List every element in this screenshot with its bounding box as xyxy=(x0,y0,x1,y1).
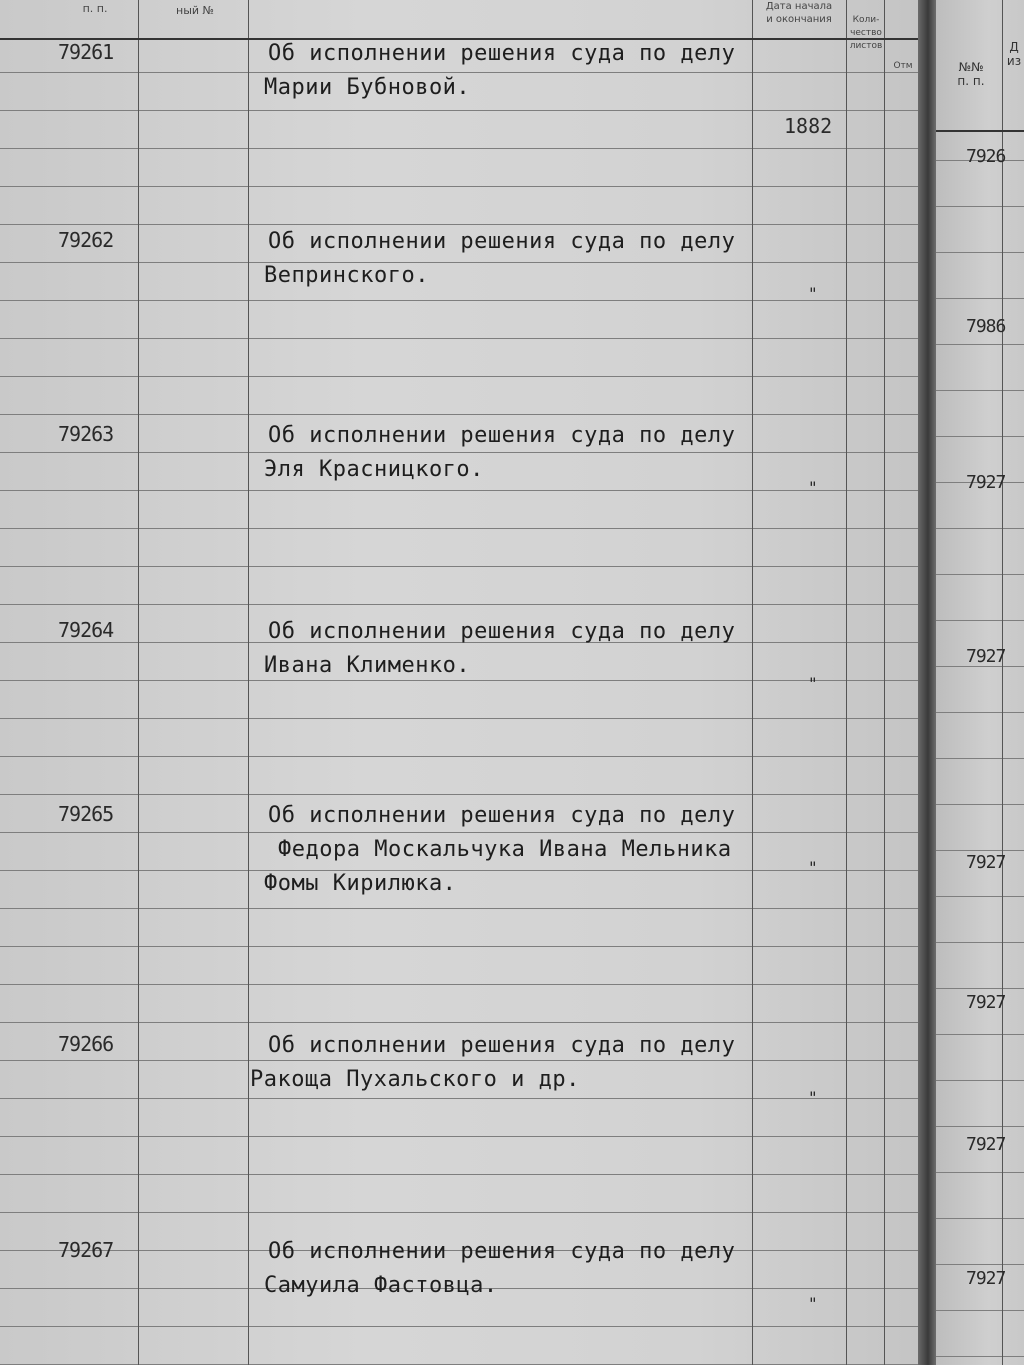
ledger-page-right xyxy=(936,0,1024,1365)
header-dates: Дата начала и окончания xyxy=(765,1,833,25)
header-notes: Отм xyxy=(893,61,913,71)
ruled-line xyxy=(936,298,1024,299)
header-inventory: ный № xyxy=(176,4,214,17)
ruled-line xyxy=(936,252,1024,253)
record-number: 79265 xyxy=(58,802,114,826)
ruled-line xyxy=(936,1264,1024,1265)
record-title-line: Эля Красницкого. xyxy=(264,457,484,482)
ruled-line xyxy=(936,1126,1024,1127)
ruled-line xyxy=(936,1218,1024,1219)
record-number: 79266 xyxy=(58,1032,114,1056)
right-header-number: №№ п. п. xyxy=(957,60,985,88)
ruled-line xyxy=(936,896,1024,897)
ruled-line xyxy=(936,712,1024,713)
record-number: 79264 xyxy=(58,618,114,642)
column-divider xyxy=(884,0,885,1365)
ruled-line xyxy=(936,1310,1024,1311)
ruled-line xyxy=(936,206,1024,207)
book-gutter xyxy=(918,0,938,1365)
ruled-line xyxy=(936,574,1024,575)
header-number: п. п. xyxy=(82,2,108,15)
right-record-number: 7927 xyxy=(966,1134,1006,1155)
record-title-line: Об исполнении решения суда по делу xyxy=(268,1239,736,1264)
record-title-line: Фомы Кирилюка. xyxy=(264,871,457,896)
ruled-line xyxy=(936,804,1024,805)
record-title-line: Об исполнении решения суда по делу xyxy=(268,619,736,644)
ruled-line xyxy=(936,436,1024,437)
right-record-number: 7927 xyxy=(966,646,1006,667)
ruled-line xyxy=(936,850,1024,851)
ruled-line xyxy=(936,1034,1024,1035)
column-divider xyxy=(752,0,753,1365)
header-rule xyxy=(936,130,1024,132)
record-title-line: Об исполнении решения суда по делу xyxy=(268,803,736,828)
record-title-line: Ракоща Пухальского и др. xyxy=(250,1067,580,1092)
right-record-number: 7927 xyxy=(966,852,1006,873)
record-number: 79263 xyxy=(58,422,114,446)
record-number: 79262 xyxy=(58,228,114,252)
record-date: 1882 xyxy=(784,114,833,138)
right-header-date: Д из xyxy=(1006,40,1022,68)
record-date: " xyxy=(808,1294,818,1313)
record-date: " xyxy=(808,674,818,693)
ruled-line xyxy=(936,528,1024,529)
ruled-line xyxy=(936,390,1024,391)
record-title-line: Марии Бубновой. xyxy=(264,75,471,100)
column-divider xyxy=(248,0,249,1365)
right-record-number: 7926 xyxy=(966,146,1006,167)
record-title-line: Федора Москальчука Ивана Мельника xyxy=(278,837,732,862)
record-title-line: Об исполнении решения суда по делу xyxy=(268,1033,736,1058)
right-record-number: 7927 xyxy=(966,992,1006,1013)
record-date: " xyxy=(808,1088,818,1107)
ruled-line xyxy=(936,620,1024,621)
record-number: 79261 xyxy=(58,40,114,64)
ruled-line xyxy=(936,988,1024,989)
record-number: 79267 xyxy=(58,1238,114,1262)
record-date: " xyxy=(808,284,818,303)
ruled-line xyxy=(936,1172,1024,1173)
record-title-line: Вепринского. xyxy=(264,263,429,288)
ruled-line xyxy=(936,344,1024,345)
column-divider xyxy=(1002,0,1003,1365)
record-title-line: Ивана Клименко. xyxy=(264,653,471,678)
record-title-line: Об исполнении решения суда по делу xyxy=(268,229,736,254)
right-record-number: 7927 xyxy=(966,1268,1006,1289)
record-title-line: Об исполнении решения суда по делу xyxy=(268,423,736,448)
column-divider xyxy=(846,0,847,1365)
right-record-number: 7927 xyxy=(966,472,1006,493)
ruled-line xyxy=(936,758,1024,759)
column-divider xyxy=(138,0,139,1365)
record-date: " xyxy=(808,478,818,497)
ruled-line xyxy=(936,942,1024,943)
record-title-line: Об исполнении решения суда по делу xyxy=(268,41,736,66)
ruled-line xyxy=(936,1080,1024,1081)
record-title-line: Самуила Фастовца. xyxy=(264,1273,498,1298)
header-sheets: Коли- чество листов xyxy=(849,15,883,51)
record-date: " xyxy=(808,858,818,877)
ruled-line xyxy=(936,1356,1024,1357)
right-record-number: 7986 xyxy=(966,316,1006,337)
